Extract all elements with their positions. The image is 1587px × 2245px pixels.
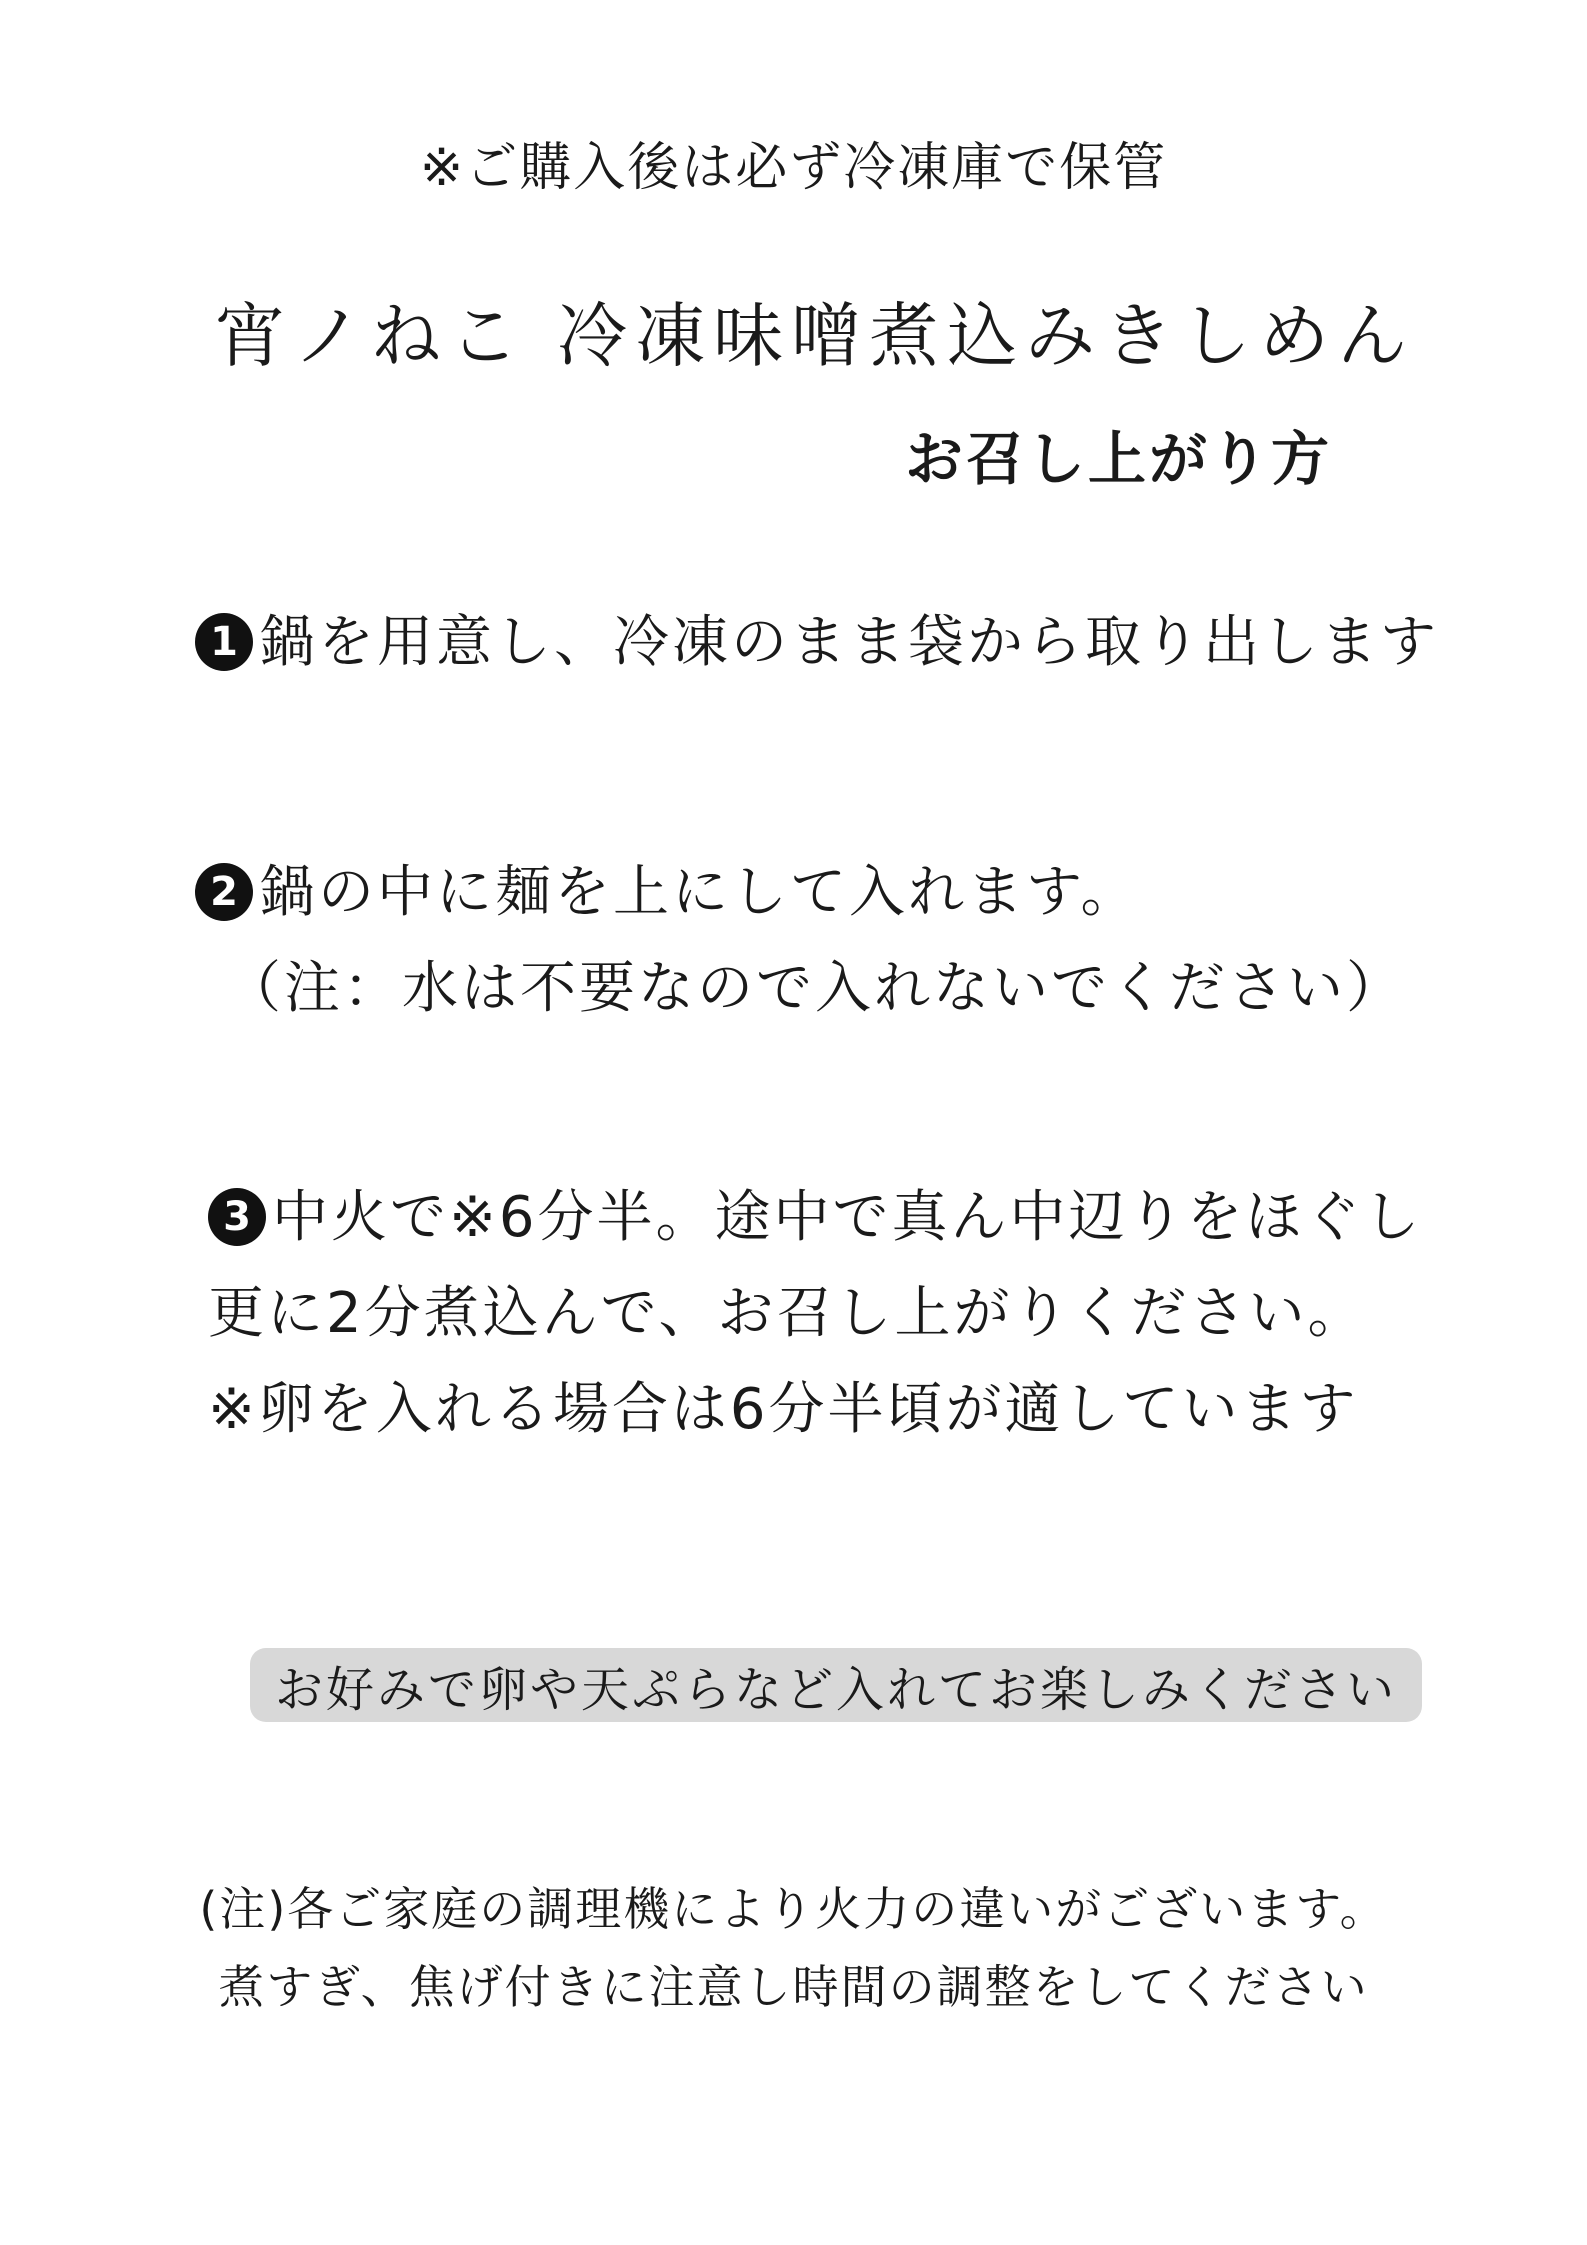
step-3-line-2: 更に2分煮込んで、お召し上がりください。: [208, 1281, 1367, 1346]
step-3: [208, 1170, 1423, 1458]
storage-notice: ※ご購入後は必ず冷凍庫で保管: [419, 138, 1168, 198]
caution-line-1: (注)各ご家庭の調理機により火力の違いがございます。: [199, 1882, 1388, 1936]
step-2-line-1: [195, 845, 1405, 941]
section-subtitle: お召し上がり方: [905, 425, 1333, 493]
caution-line-2: 煮すぎ、焦げ付きに注意し時間の調整をしてください: [218, 1960, 1369, 2014]
step-2-note: （注：水は不要なので入れないでください）: [225, 956, 1405, 1021]
step-3-text: 中火で※6分半。途中で真ん中辺りをほぐし: [272, 1185, 1423, 1250]
step-number-badge: 1: [195, 613, 253, 671]
step-2-text: 鍋の中に麺を上にして入れます。: [259, 860, 1140, 925]
cooking-caution: [0, 1870, 1587, 2026]
step-3-line-3: ※卵を入れる場合は6分半頃が適しています: [208, 1377, 1359, 1442]
serving-tip-box: [250, 1648, 1422, 1722]
product-title: 宵ノねこ 冷凍味噌煮込みきしめん: [214, 295, 1416, 377]
step-number-badge: 2: [195, 863, 253, 921]
step-number-badge: 3: [208, 1188, 266, 1246]
serving-tip-text: お好みで卵や天ぷらなど入れてお楽しみください: [274, 1661, 1397, 1718]
step-3-line-1: [208, 1170, 1423, 1266]
step-1: [195, 595, 1439, 691]
step-1-text: 鍋を用意し、冷凍のまま袋から取り出します: [259, 610, 1439, 675]
step-2: [195, 845, 1405, 1037]
step-1-line: [195, 595, 1439, 691]
